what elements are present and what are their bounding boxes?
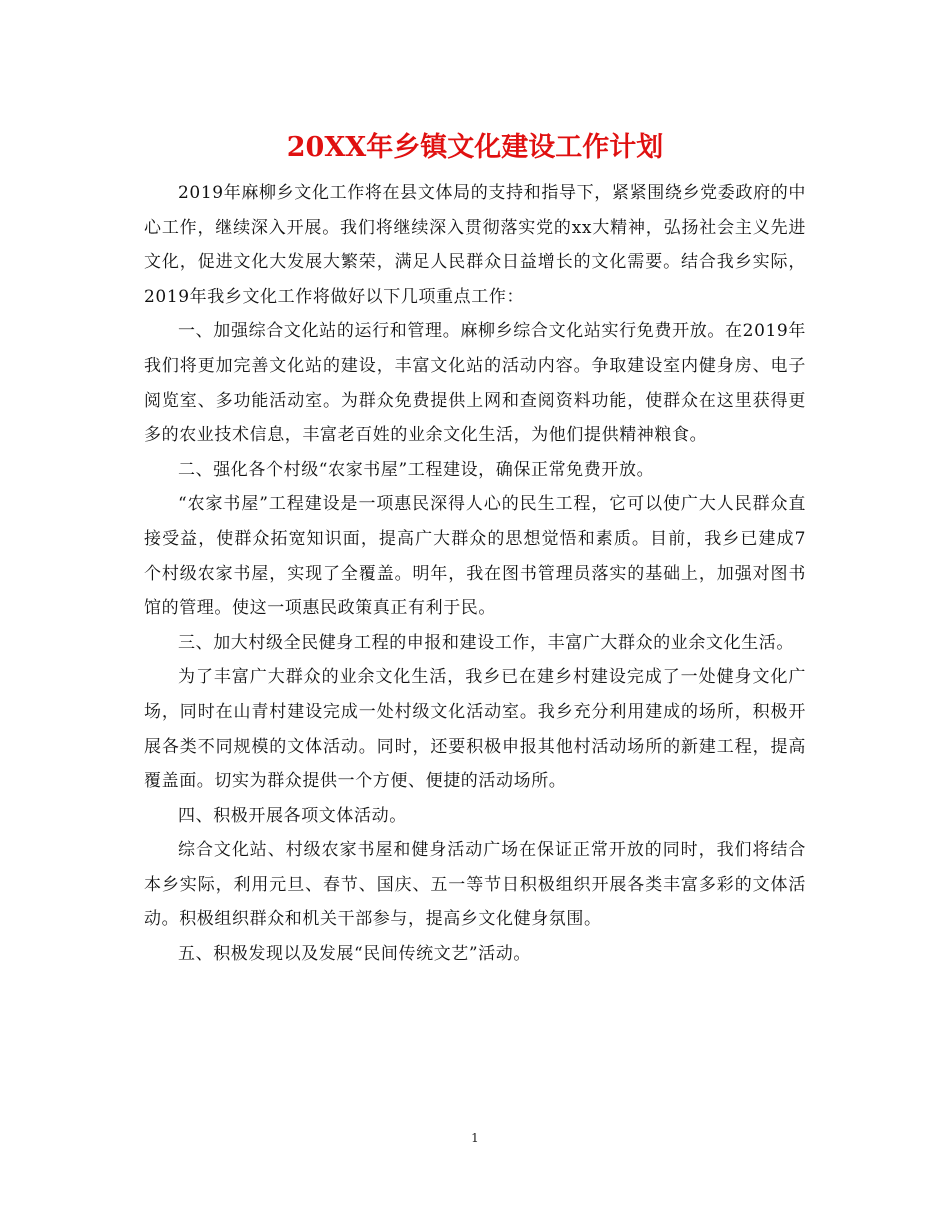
paragraph-section-4: 综合文化站、村级农家书屋和健身活动广场在保证正常开放的同时，我们将结合本乡实际，利用元旦、春节、国庆、五一等节日积极组织开展各类丰富多彩的文体活动。积极组织群众和机关干部参与，提高乡文化健身氛围。 [144, 840, 806, 930]
paragraph-section-1: 一、加强综合文化站的运行和管理。麻柳乡综合文化站实行免费开放。在2019年我们将更加完善文化站的建设，丰富文化站的活动内容。争取建设室内健身房、电子阅览室、多功能活动室。为群众免费提供上网和查阅资料功能，使群众在这里获得更多的农业技术信息，丰富老百姓的业余文化生活，为他们提供精神粮食。 [144, 321, 806, 446]
paragraph-section-2: “农家书屋”工程建设是一项惠民深得人心的民生工程，它可以使广大人民群众直接受益，使群众拓宽知识面，提高广大群众的思想觉悟和素质。目前，我乡已建成7个村级农家书屋，实现了全覆盖。明年，我在图书管理员落实的基础上，加强对图书馆的管理。使这一项惠民政策真正有利于民。 [144, 494, 806, 619]
paragraph-section-3: 为了丰富广大群众的业余文化生活，我乡已在建乡村建设完成了一处健身文化广场，同时在山青村建设完成一处村级文化活动室。我乡充分利用建成的场所，积极开展各类不同规模的文体活动。同时，还要积极申报其他村活动场所的新建工程，提高覆盖面。切实为群众提供一个方便、便捷的活动场所。 [144, 667, 806, 792]
heading-section-4: 四、积极开展各项文体活动。 [178, 805, 407, 826]
document-body [144, 176, 806, 972]
document-title: 20XX年乡镇文化建设工作计划 [286, 132, 664, 163]
heading-section-5: 五、积极发现以及发展“民间传统文艺”活动。 [178, 944, 531, 965]
paragraph-intro: 2019年麻柳乡文化工作将在县文体局的支持和指导下，紧紧围绕乡党委政府的中心工作，继续深入开展。我们将继续深入贯彻落实党的xx大精神，弘扬社会主义先进文化，促进文化大发展大繁荣，满足人民群众日益增长的文化需要。结合我乡实际，2019年我乡文化工作将做好以下几项重点工作： [144, 183, 806, 307]
heading-section-2: 二、强化各个村级“农家书屋”工程建设，确保正常免费开放。 [178, 459, 655, 480]
page-number: 1 [471, 1131, 479, 1145]
heading-section-3: 三、加大村级全民健身工程的申报和建设工作，丰富广大群众的业余文化生活。 [178, 632, 794, 653]
